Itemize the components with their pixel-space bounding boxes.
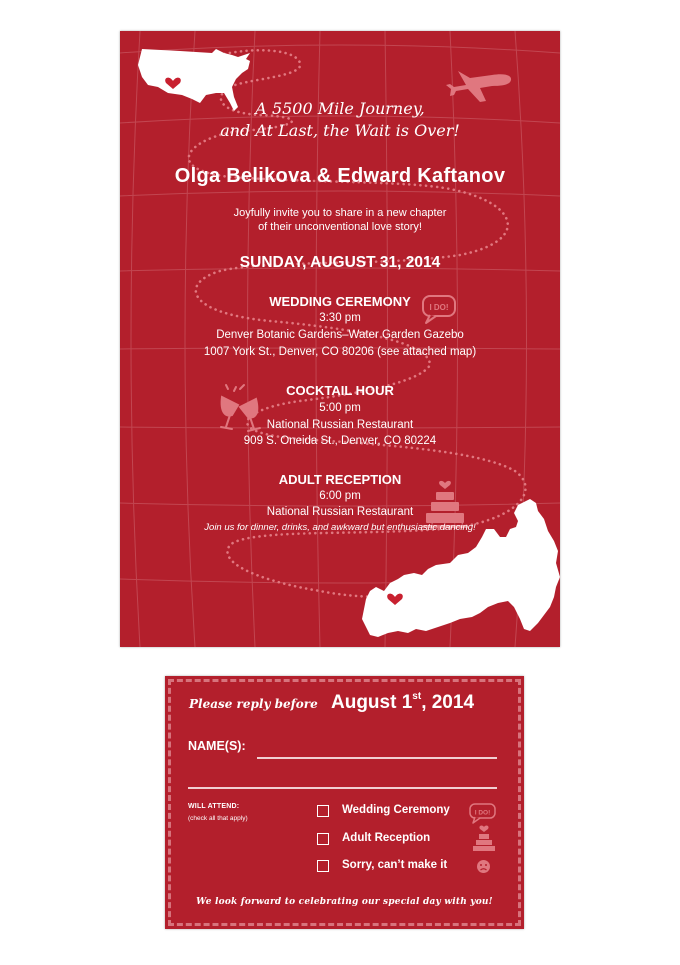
cocktail-time: 5:00 pm [319, 402, 361, 414]
tagline-line-2: and At Last, the Wait is Over! [220, 121, 460, 140]
ceremony-option-label: Wedding Ceremony [342, 804, 450, 816]
decline-checkbox[interactable] [317, 860, 329, 872]
couple-names: Olga Belikova & Edward Kaftanov [174, 165, 506, 187]
invite-line-1: Joyfully invite you to share in a new chapter [233, 207, 447, 219]
rsvp-closing: We look forward to celebrating our special day with you! [196, 897, 493, 907]
check-hint: (check all that apply) [188, 815, 248, 822]
sad-face-icon [476, 859, 491, 874]
reply-deadline: August 1st, 2014 [331, 691, 475, 713]
reception-title: ADULT RECEPTION [278, 472, 402, 487]
rsvp-cake-icon [472, 824, 496, 852]
reception-note: Join us for dinner, drinks, and awkward but enthusiastic dancing! [204, 522, 476, 533]
cocktail-title: COCKTAIL HOUR [286, 383, 394, 398]
names-input-line-2[interactable] [188, 787, 497, 789]
cocktail-venue: National Russian Restaurant [266, 419, 414, 431]
wedding-date: SUNDAY, AUGUST 31, 2014 [239, 254, 441, 271]
invite-line-2: of their unconventional love story! [258, 221, 422, 233]
ceremony-time: 3:30 pm [319, 312, 361, 324]
svg-text:I DO!: I DO! [474, 809, 491, 817]
reception-option-label: Adult Reception [342, 832, 431, 844]
names-input-line-1[interactable] [257, 757, 497, 759]
reception-venue: National Russian Restaurant [266, 506, 414, 518]
ceremony-title: WEDDING CEREMONY [269, 294, 411, 309]
decline-option-label: Sorry, can’t make it [342, 859, 448, 871]
reception-checkbox[interactable] [317, 833, 329, 845]
rsvp-speech-bubble-icon [468, 802, 498, 824]
reply-before-label: Please reply before [189, 697, 318, 711]
cocktail-address: 909 S. Oneida St., Denver, CO 80224 [243, 435, 437, 447]
svg-text:I DO!: I DO! [429, 303, 449, 312]
rsvp-card [165, 676, 524, 929]
will-attend-label: WILL ATTEND: [188, 803, 240, 810]
reception-time: 6:00 pm [319, 490, 361, 502]
ceremony-checkbox[interactable] [317, 805, 329, 817]
invitation-card [120, 31, 560, 647]
tagline-line-1: A 5500 Mile Journey, [255, 99, 425, 118]
ceremony-address: 1007 York St., Denver, CO 80206 (see attached map) [203, 346, 477, 358]
ceremony-venue: Denver Botanic Gardens–Water Garden Gazebo [216, 329, 464, 341]
names-label: NAME(S): [188, 739, 246, 753]
